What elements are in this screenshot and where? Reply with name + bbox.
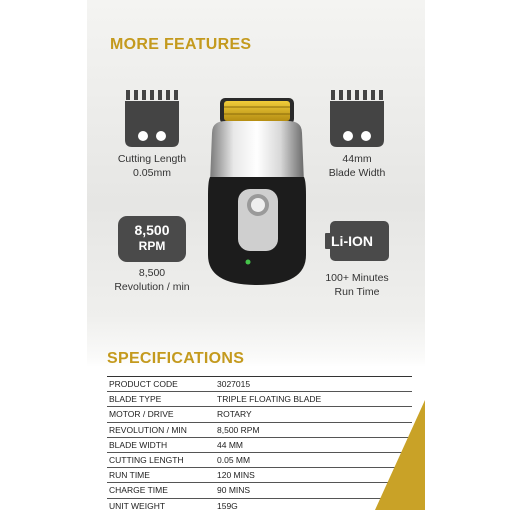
table-row: UNIT WEIGHT 159G (107, 498, 412, 510)
rpm-label: 8,500 Revolution / min (114, 267, 190, 293)
table-row: CUTTING LENGTH 0.05 MM (107, 452, 412, 467)
table-row: CHARGE TIME 90 MINS (107, 483, 412, 498)
table-row: BLADE TYPE TRIPLE FLOATING BLADE (107, 392, 412, 407)
features-heading: MORE FEATURES (110, 36, 252, 53)
specifications-heading: SPECIFICATIONS (107, 350, 245, 367)
comb-blade-icon (124, 90, 180, 148)
shaver-image (204, 95, 310, 287)
table-row: RUN TIME 120 MINS (107, 468, 412, 483)
cutting-length-label: Cutting Length 0.05mm (117, 153, 187, 179)
blade-width-label: 44mm Blade Width (328, 153, 386, 179)
table-row: PRODUCT CODE 3027015 (107, 377, 412, 392)
battery-badge-label: Li-ION (331, 233, 373, 249)
rpm-badge: 8,500 RPM (118, 216, 186, 262)
comb-blade-icon (329, 90, 385, 148)
table-row: BLADE WIDTH 44 MM (107, 437, 412, 452)
table-row: REVOLUTION / MIN 8,500 RPM (107, 422, 412, 437)
specifications-table (107, 376, 412, 510)
table-row: MOTOR / DRIVE ROTARY (107, 407, 412, 422)
accent-corner (375, 400, 425, 510)
product-panel (87, 0, 425, 510)
battery-label: 100+ Minutes Run Time (325, 272, 389, 298)
